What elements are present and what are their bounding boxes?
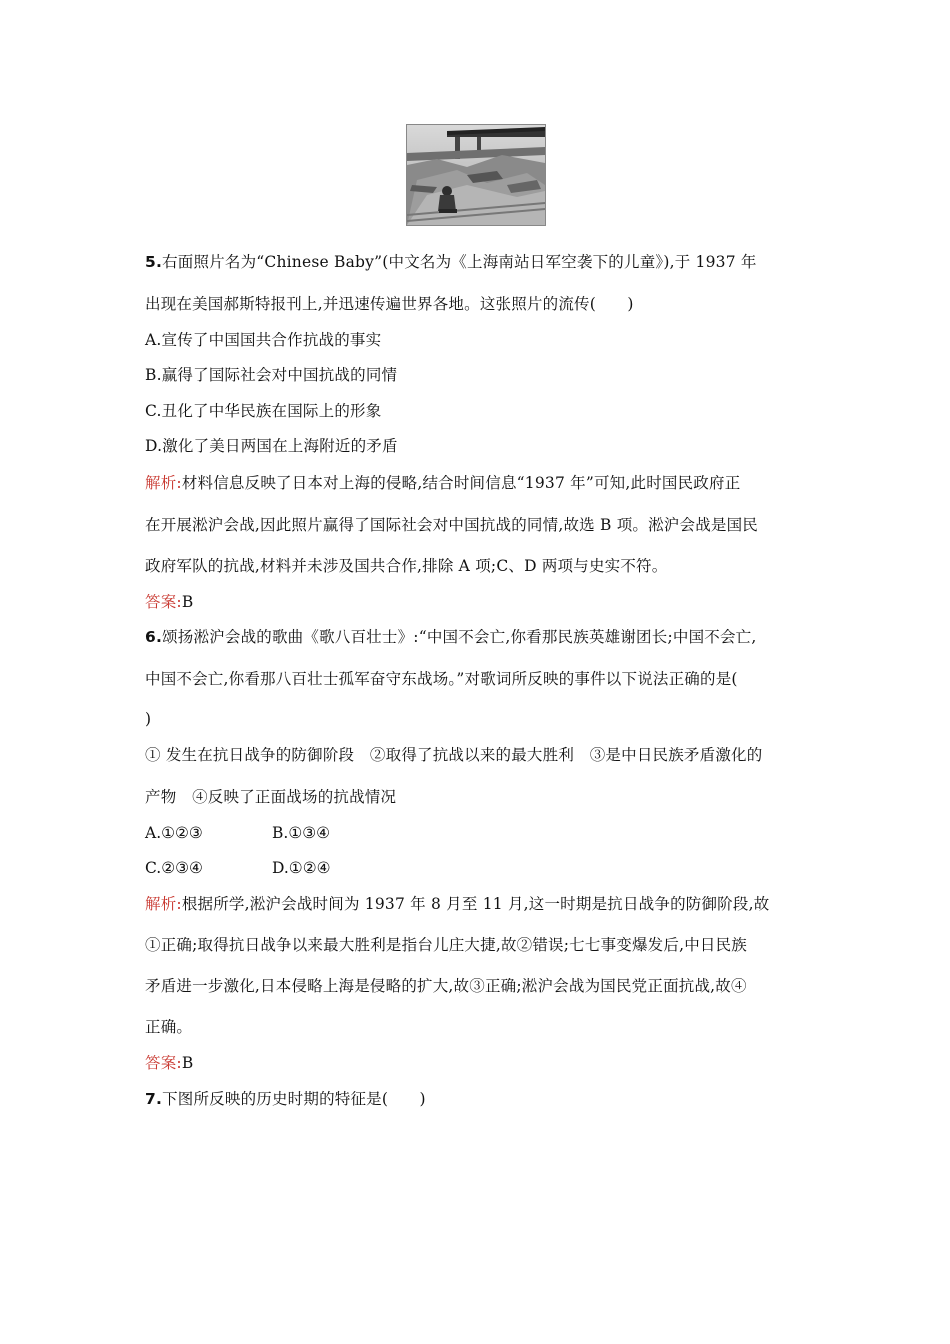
q5-option-b: B.赢得了国际社会对中国抗战的同情 (145, 366, 398, 384)
q5-analysis-line-1: 解析:材料信息反映了日本对上海的侵略,结合时间信息“1937 年”可知,此时国民政府正 (145, 474, 741, 492)
q6-option-d: D.①②④ (272, 859, 331, 877)
chinese-baby-photo (406, 124, 546, 226)
q5-option-c: C.丑化了中华民族在国际上的形象 (145, 402, 382, 420)
q5-option-d: D.激化了美日两国在上海附近的矛盾 (145, 437, 398, 455)
q6-number: 6. (145, 628, 163, 646)
q6-analysis-line-4: 正确。 (145, 1018, 193, 1036)
q6-analysis-label: 解析: (145, 895, 182, 913)
q6-option-a: A.①②③ (145, 824, 203, 842)
q6-option-b: B.①③④ (272, 824, 331, 842)
q6-answer: 答案:B (145, 1054, 194, 1072)
q6-analysis-line-3: 矛盾进一步激化,日本侵略上海是侵略的扩大,故③正确;淞沪会战为国民党正面抗战,故④ (145, 977, 747, 995)
q5-answer: 答案:B (145, 593, 194, 611)
q7-number: 7. (145, 1090, 163, 1108)
q5-option-a: A.宣传了中国国共合作抗战的事实 (145, 331, 382, 349)
q6-items-line-1: ① 发生在抗日战争的防御阶段 ②取得了抗战以来的最大胜利 ③是中日民族矛盾激化的 (145, 746, 763, 764)
q5-stem-line-1: 5.右面照片名为“Chinese Baby”(中文名为《上海南站日军空袭下的儿童》),于 1937 年 (145, 253, 757, 271)
q6-analysis-line-1: 解析:根据所学,淞沪会战时间为 1937 年 8 月至 11 月,这一时期是抗日战争的防御阶段,故 (145, 895, 770, 913)
q5-analysis-line-3: 政府军队的抗战,材料并未涉及国共合作,排除 A 项;C、D 两项与史实不符。 (145, 557, 668, 575)
q5-answer-label: 答案: (145, 593, 182, 611)
q5-analysis-label: 解析: (145, 474, 182, 492)
q6-stem-line-1: 6.颂扬淞沪会战的歌曲《歌八百壮士》:“中国不会亡,你看那民族英雄谢团长;中国不会亡, (145, 628, 757, 646)
q6-analysis-line-2: ①正确;取得抗日战争以来最大胜利是指台儿庄大捷,故②错误;七七事变爆发后,中日民族 (145, 936, 748, 954)
q7-stem-line-1: 7.下图所反映的历史时期的特征是( ) (145, 1090, 426, 1108)
q5-number: 5. (145, 253, 163, 271)
q6-answer-label: 答案: (145, 1054, 182, 1072)
q6-option-c: C.②③④ (145, 859, 203, 877)
q5-stem-line-2: 出现在美国郝斯特报刊上,并迅速传遍世界各地。这张照片的流传( ) (145, 295, 634, 313)
q6-stem-line-2: 中国不会亡,你看那八百壮士孤军奋守东战场。”对歌词所反映的事件以下说法正确的是( (145, 670, 738, 688)
q6-stem-line-3: ) (145, 710, 152, 728)
q5-analysis-line-2: 在开展淞沪会战,因此照片赢得了国际社会对中国抗战的同情,故选 B 项。淞沪会战是国民 (145, 516, 759, 534)
q6-items-line-2: 产物 ④反映了正面战场的抗战情况 (145, 788, 397, 806)
